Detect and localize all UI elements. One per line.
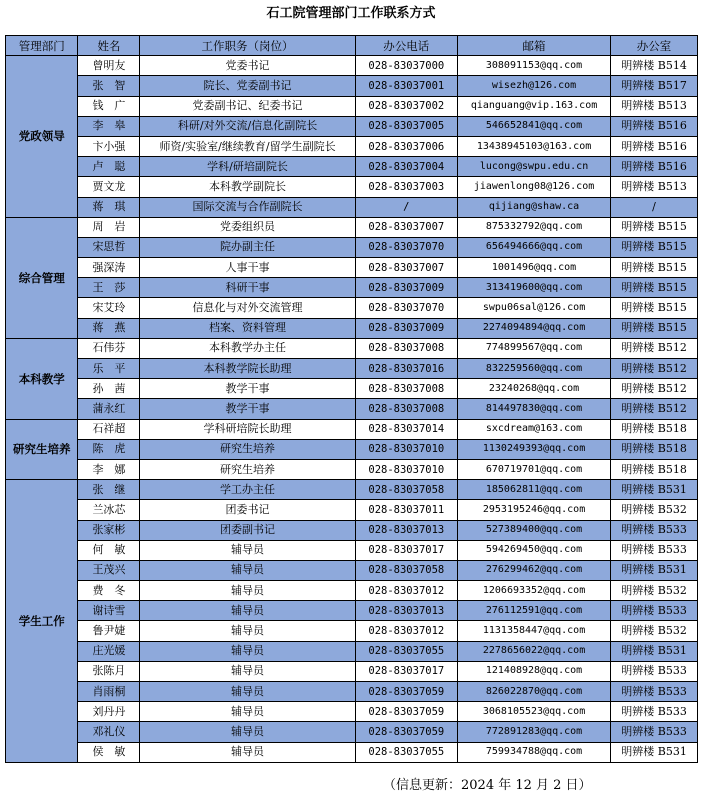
table-row xyxy=(6,661,698,681)
table-row xyxy=(6,116,698,136)
name-cell: 蒋 燕 xyxy=(78,318,140,338)
name-cell: 邓礼仪 xyxy=(78,722,140,742)
email-cell: 2278656022@qq.com xyxy=(458,641,611,661)
office-cell: / xyxy=(611,197,698,217)
office-cell: 明辨楼 B515 xyxy=(611,278,698,298)
phone-cell: 028-83037009 xyxy=(355,318,457,338)
department-cell: 本科教学 xyxy=(6,338,78,419)
table-row xyxy=(6,439,698,459)
table-row xyxy=(6,298,698,318)
page-title: 石工院管理部门工作联系方式 xyxy=(266,6,436,21)
name-cell: 谢诗雪 xyxy=(78,601,140,621)
phone-cell: 028-83037001 xyxy=(355,76,457,96)
email-cell: 1206693352@qq.com xyxy=(458,581,611,601)
position-cell: 本科教学办主任 xyxy=(140,338,355,358)
email-cell: 826022870@qq.com xyxy=(458,682,611,702)
email-cell: 527389400@qq.com xyxy=(458,520,611,540)
email-cell: 759934788@qq.com xyxy=(458,742,611,762)
email-cell: 832259560@qq.com xyxy=(458,359,611,379)
update-note: （信息更新：2024 年 12 月 2 日） xyxy=(383,778,592,793)
position-cell: 学科/研培副院长 xyxy=(140,157,355,177)
email-cell: 656494666@qq.com xyxy=(458,237,611,257)
office-cell: 明辨楼 B515 xyxy=(611,298,698,318)
email-cell: 875332792@qq.com xyxy=(458,217,611,237)
contact-table xyxy=(5,35,698,763)
office-cell: 明辨楼 B518 xyxy=(611,459,698,479)
phone-cell: 028-83037005 xyxy=(355,116,457,136)
table-row xyxy=(6,560,698,580)
name-cell: 鲁尹婕 xyxy=(78,621,140,641)
position-cell: 辅导员 xyxy=(140,661,355,681)
office-cell: 明辨楼 B515 xyxy=(611,217,698,237)
table-row xyxy=(6,682,698,702)
email-cell: 185062811@qq.com xyxy=(458,480,611,500)
name-cell: 周 岩 xyxy=(78,217,140,237)
position-cell: 信息化与对外交流管理 xyxy=(140,298,355,318)
name-cell: 庄光媛 xyxy=(78,641,140,661)
header-name: 姓名 xyxy=(78,36,140,56)
office-cell: 明辨楼 B512 xyxy=(611,399,698,419)
table-row xyxy=(6,500,698,520)
office-cell: 明辨楼 B515 xyxy=(611,258,698,278)
table-row xyxy=(6,136,698,156)
name-cell: 李 娜 xyxy=(78,459,140,479)
phone-cell: 028-83037017 xyxy=(355,540,457,560)
phone-cell: 028-83037059 xyxy=(355,682,457,702)
office-cell: 明辨楼 B515 xyxy=(611,318,698,338)
department-cell: 综合管理 xyxy=(6,217,78,338)
office-cell: 明辨楼 B532 xyxy=(611,581,698,601)
office-cell: 明辨楼 B515 xyxy=(611,237,698,257)
position-cell: 档案、资料管理 xyxy=(140,318,355,338)
name-cell: 李 皋 xyxy=(78,116,140,136)
table-row xyxy=(6,76,698,96)
name-cell: 石祥超 xyxy=(78,419,140,439)
table-row xyxy=(6,702,698,722)
office-cell: 明辨楼 B513 xyxy=(611,177,698,197)
position-cell: 教学干事 xyxy=(140,379,355,399)
name-cell: 宋艾玲 xyxy=(78,298,140,318)
email-cell: qijiang@shaw.ca xyxy=(458,197,611,217)
header-phone: 办公电话 xyxy=(355,36,457,56)
name-cell: 王 莎 xyxy=(78,278,140,298)
office-cell: 明辨楼 B512 xyxy=(611,379,698,399)
phone-cell: 028-83037009 xyxy=(355,278,457,298)
name-cell: 乐 平 xyxy=(78,359,140,379)
email-cell: 3068105523@qq.com xyxy=(458,702,611,722)
phone-cell: 028-83037008 xyxy=(355,399,457,419)
table-row xyxy=(6,318,698,338)
office-cell: 明辨楼 B532 xyxy=(611,621,698,641)
office-cell: 明辨楼 B531 xyxy=(611,480,698,500)
position-cell: 学工办主任 xyxy=(140,480,355,500)
email-cell: 1130249393@qq.com xyxy=(458,439,611,459)
email-cell: 1001496@qq.com xyxy=(458,258,611,278)
phone-cell: 028-83037058 xyxy=(355,560,457,580)
phone-cell: 028-83037014 xyxy=(355,419,457,439)
phone-cell: 028-83037055 xyxy=(355,641,457,661)
email-cell: 594269450@qq.com xyxy=(458,540,611,560)
position-cell: 研究生培养 xyxy=(140,459,355,479)
phone-cell: 028-83037010 xyxy=(355,439,457,459)
office-cell: 明辨楼 B516 xyxy=(611,116,698,136)
email-cell: 13438945103@163.com xyxy=(458,136,611,156)
name-cell: 侯 敏 xyxy=(78,742,140,762)
table-row xyxy=(6,520,698,540)
position-cell: 辅导员 xyxy=(140,682,355,702)
phone-cell: 028-83037058 xyxy=(355,480,457,500)
position-cell: 辅导员 xyxy=(140,722,355,742)
table-row xyxy=(6,177,698,197)
office-cell: 明辨楼 B533 xyxy=(611,540,698,560)
office-cell: 明辨楼 B533 xyxy=(611,702,698,722)
office-cell: 明辨楼 B513 xyxy=(611,96,698,116)
position-cell: 辅导员 xyxy=(140,702,355,722)
name-cell: 孙 茜 xyxy=(78,379,140,399)
phone-cell: 028-83037013 xyxy=(355,520,457,540)
department-cell: 党政领导 xyxy=(6,56,78,218)
name-cell: 张陈月 xyxy=(78,661,140,681)
table-body xyxy=(6,56,698,763)
table-row xyxy=(6,621,698,641)
table-row xyxy=(6,157,698,177)
name-cell: 陈 虎 xyxy=(78,439,140,459)
phone-cell: 028-83037007 xyxy=(355,258,457,278)
phone-cell: 028-83037059 xyxy=(355,722,457,742)
table-row xyxy=(6,338,698,358)
position-cell: 团委副书记 xyxy=(140,520,355,540)
office-cell: 明辨楼 B531 xyxy=(611,560,698,580)
name-cell: 蒋 琪 xyxy=(78,197,140,217)
phone-cell: 028-83037012 xyxy=(355,621,457,641)
position-cell: 辅导员 xyxy=(140,581,355,601)
table-row xyxy=(6,379,698,399)
email-cell: 276299462@qq.com xyxy=(458,560,611,580)
email-cell: 2274094894@qq.com xyxy=(458,318,611,338)
header-email: 邮箱 xyxy=(458,36,611,56)
email-cell: jiawenlong08@126.com xyxy=(458,177,611,197)
phone-cell: 028-83037070 xyxy=(355,237,457,257)
email-cell: 774899567@qq.com xyxy=(458,338,611,358)
table-row xyxy=(6,197,698,217)
table-row xyxy=(6,459,698,479)
phone-cell: 028-83037007 xyxy=(355,217,457,237)
position-cell: 人事干事 xyxy=(140,258,355,278)
phone-cell: 028-83037055 xyxy=(355,742,457,762)
position-cell: 党委副书记、纪委书记 xyxy=(140,96,355,116)
name-cell: 强深涛 xyxy=(78,258,140,278)
office-cell: 明辨楼 B533 xyxy=(611,682,698,702)
phone-cell: 028-83037012 xyxy=(355,581,457,601)
email-cell: swpu06sal@126.com xyxy=(458,298,611,318)
name-cell: 曾明友 xyxy=(78,56,140,76)
name-cell: 宋思哲 xyxy=(78,237,140,257)
position-cell: 党委组织员 xyxy=(140,217,355,237)
position-cell: 党委书记 xyxy=(140,56,355,76)
office-cell: 明辨楼 B532 xyxy=(611,500,698,520)
email-cell: 1131358447@qq.com xyxy=(458,621,611,641)
table-row xyxy=(6,278,698,298)
header-office: 办公室 xyxy=(611,36,698,56)
phone-cell: 028-83037070 xyxy=(355,298,457,318)
table-row xyxy=(6,359,698,379)
position-cell: 本科教学副院长 xyxy=(140,177,355,197)
phone-cell: 028-83037013 xyxy=(355,601,457,621)
phone-cell: 028-83037003 xyxy=(355,177,457,197)
department-cell: 学生工作 xyxy=(6,480,78,763)
name-cell: 何 敏 xyxy=(78,540,140,560)
table-row xyxy=(6,237,698,257)
position-cell: 师资/实验室/继续教育/留学生副院长 xyxy=(140,136,355,156)
phone-cell: 028-83037000 xyxy=(355,56,457,76)
name-cell: 刘丹丹 xyxy=(78,702,140,722)
position-cell: 国际交流与合作副院长 xyxy=(140,197,355,217)
phone-cell: 028-83037017 xyxy=(355,661,457,681)
table-row xyxy=(6,540,698,560)
email-cell: qianguang@vip.163.com xyxy=(458,96,611,116)
office-cell: 明辨楼 B531 xyxy=(611,641,698,661)
name-cell: 兰冰芯 xyxy=(78,500,140,520)
table-row xyxy=(6,217,698,237)
position-cell: 学科研培院长助理 xyxy=(140,419,355,439)
header-department: 管理部门 xyxy=(6,36,78,56)
office-cell: 明辨楼 B512 xyxy=(611,359,698,379)
table-row xyxy=(6,419,698,439)
office-cell: 明辨楼 B518 xyxy=(611,419,698,439)
table-row xyxy=(6,722,698,742)
office-cell: 明辨楼 B517 xyxy=(611,76,698,96)
header-position: 工作职务（岗位） xyxy=(140,36,355,56)
table-row xyxy=(6,96,698,116)
email-cell: 121408928@qq.com xyxy=(458,661,611,681)
email-cell: 772891283@qq.com xyxy=(458,722,611,742)
phone-cell: 028-83037011 xyxy=(355,500,457,520)
email-cell: 2953195246@qq.com xyxy=(458,500,611,520)
email-cell: 546652841@qq.com xyxy=(458,116,611,136)
email-cell: 276112591@qq.com xyxy=(458,601,611,621)
name-cell: 王茂兴 xyxy=(78,560,140,580)
position-cell: 团委书记 xyxy=(140,500,355,520)
position-cell: 院长、党委副书记 xyxy=(140,76,355,96)
email-cell: 308091153@qq.com xyxy=(458,56,611,76)
table-row xyxy=(6,641,698,661)
table-row xyxy=(6,480,698,500)
office-cell: 明辨楼 B533 xyxy=(611,722,698,742)
position-cell: 辅导员 xyxy=(140,641,355,661)
email-cell: 313419600@qq.com xyxy=(458,278,611,298)
name-cell: 蒲永红 xyxy=(78,399,140,419)
table-row xyxy=(6,601,698,621)
position-cell: 辅导员 xyxy=(140,540,355,560)
position-cell: 本科教学院长助理 xyxy=(140,359,355,379)
office-cell: 明辨楼 B516 xyxy=(611,157,698,177)
name-cell: 卞小强 xyxy=(78,136,140,156)
name-cell: 贾文龙 xyxy=(78,177,140,197)
phone-cell: 028-83037008 xyxy=(355,338,457,358)
phone-cell: 028-83037008 xyxy=(355,379,457,399)
department-cell: 研究生培养 xyxy=(6,419,78,480)
name-cell: 钱 广 xyxy=(78,96,140,116)
email-cell: 814497830@qq.com xyxy=(458,399,611,419)
table-row xyxy=(6,258,698,278)
table-row xyxy=(6,56,698,76)
position-cell: 辅导员 xyxy=(140,742,355,762)
office-cell: 明辨楼 B533 xyxy=(611,520,698,540)
email-cell: wisezh@126.com xyxy=(458,76,611,96)
table-header-row xyxy=(6,36,698,56)
position-cell: 辅导员 xyxy=(140,601,355,621)
phone-cell: 028-83037006 xyxy=(355,136,457,156)
name-cell: 费 冬 xyxy=(78,581,140,601)
phone-cell: 028-83037002 xyxy=(355,96,457,116)
office-cell: 明辨楼 B533 xyxy=(611,661,698,681)
name-cell: 肖雨桐 xyxy=(78,682,140,702)
office-cell: 明辨楼 B531 xyxy=(611,742,698,762)
office-cell: 明辨楼 B533 xyxy=(611,601,698,621)
table-row xyxy=(6,399,698,419)
name-cell: 石伟芬 xyxy=(78,338,140,358)
position-cell: 院办副主任 xyxy=(140,237,355,257)
phone-cell: 028-83037016 xyxy=(355,359,457,379)
table-row xyxy=(6,742,698,762)
phone-cell: / xyxy=(355,197,457,217)
office-cell: 明辨楼 B518 xyxy=(611,439,698,459)
phone-cell: 028-83037004 xyxy=(355,157,457,177)
office-cell: 明辨楼 B514 xyxy=(611,56,698,76)
office-cell: 明辨楼 B516 xyxy=(611,136,698,156)
email-cell: 670719701@qq.com xyxy=(458,459,611,479)
email-cell: lucong@swpu.edu.cn xyxy=(458,157,611,177)
phone-cell: 028-83037059 xyxy=(355,702,457,722)
name-cell: 张 继 xyxy=(78,480,140,500)
position-cell: 科研干事 xyxy=(140,278,355,298)
email-cell: 23240268@qq.com xyxy=(458,379,611,399)
name-cell: 张家彬 xyxy=(78,520,140,540)
position-cell: 教学干事 xyxy=(140,399,355,419)
position-cell: 辅导员 xyxy=(140,560,355,580)
position-cell: 辅导员 xyxy=(140,621,355,641)
name-cell: 张 智 xyxy=(78,76,140,96)
table-row xyxy=(6,581,698,601)
position-cell: 科研/对外交流/信息化副院长 xyxy=(140,116,355,136)
name-cell: 卢 聪 xyxy=(78,157,140,177)
position-cell: 研究生培养 xyxy=(140,439,355,459)
phone-cell: 028-83037010 xyxy=(355,459,457,479)
office-cell: 明辨楼 B512 xyxy=(611,338,698,358)
email-cell: sxcdream@163.com xyxy=(458,419,611,439)
